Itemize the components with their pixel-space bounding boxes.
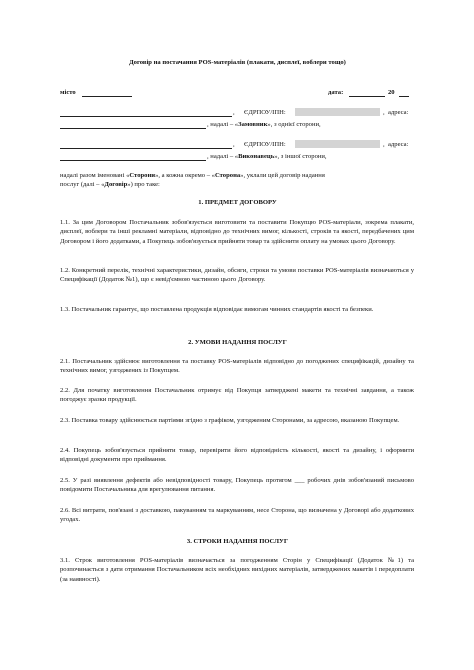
section-1-heading: 1. ПРЕДМЕТ ДОГОВОРУ: [198, 199, 277, 206]
party2-address-blank[interactable]: [60, 160, 206, 161]
date-blank[interactable]: [349, 96, 385, 97]
party1-comma: ,: [233, 109, 235, 116]
place-label: місто: [60, 89, 76, 96]
paragraph-2-4: 2.4. Покупець зобов'язується прийняти товар, перевірити його відповідність кількості, якості та дизайну, і оформити відповідні документи про приймання.: [60, 447, 414, 464]
paragraph-1-3: 1.3. Постачальник гарантує, що поставлена продукція відповідає вимогам чинних стандартів якості та безпеки.: [60, 306, 374, 313]
section-3-heading: 3. СТРОКИ НАДАННЯ ПОСЛУГ: [186, 538, 289, 545]
party1-address-blank[interactable]: [60, 128, 206, 129]
party2-address-label: адреса:: [388, 141, 409, 148]
party2-code-field[interactable]: [295, 140, 380, 148]
party2-comma2: ,: [383, 141, 385, 148]
paragraph-2-2: 2.2. Для початку виготовлення Постачальник отримує від Покупця затверджені макети та технічні завдання, а також погоджує зразки продукції.: [60, 387, 414, 404]
party1-code-field[interactable]: [295, 108, 380, 116]
paragraph-2-6: 2.6. Всі витрати, пов'язані з доставкою, пакуванням та маркуванням, несе Сторона, що визначена у Договорі або додаткових угодах.: [60, 507, 414, 524]
paragraph-2-3: 2.3. Поставка товару здійснюється партіями згідно з графіком, узгодженим Сторонами, за адресою, вказаною Покупцем.: [60, 417, 400, 424]
paragraph-3-1: 3.1. Строк виготовлення POS-матеріалів визначається за погодженням Сторін у Специфікації (Додаток №1) та розпочинається з дати отримання Постачальником всіх необхідних вихідних матеріалів, затверджених макетів і передоплати (за наявності).: [60, 557, 414, 583]
document-title: Договір на постачання POS-матеріалів (плакати, дисплеї, воблери тощо): [129, 59, 346, 66]
party1-address-label: адреса:: [388, 109, 409, 116]
party2-name-blank[interactable]: [60, 148, 232, 149]
paragraph-2-1: 2.1. Постачальник здійснює виготовлення та поставку POS-матеріалів відповідно до погоджених специфікацій, дизайну та технічних вимог, узгоджених із Покупцем.: [60, 358, 414, 375]
party2-comma: ,: [233, 141, 235, 148]
party1-code-label: ЄДРПОУ/ІПН:: [244, 109, 286, 116]
date-year: 20: [388, 89, 395, 96]
year-blank[interactable]: [399, 96, 409, 97]
paragraph-1-2: 1.2. Конкретний перелік, технічні характеристики, дизайн, обсяги, строки та умови поставки POS-матеріалів визначаються у Специфікації (Додаток №1), що є невід'ємною частиною цього Договору.: [60, 267, 414, 284]
section-2-heading: 2. УМОВИ НАДАННЯ ПОСЛУГ: [188, 339, 287, 346]
intro-paragraph: надалі разом іменовані «Сторони», а кожна окремо – «Сторона», уклали цей договір надання послуг (далі – «Договір») про таке:: [60, 172, 325, 189]
party1-role-line: , надалі – «Замовник», з однієї сторони,: [207, 121, 321, 128]
paragraph-1-1: 1.1. За цим Договором Постачальник зобов'язується виготовити та поставити Покупцю POS-матеріали, зокрема плакати, дисплеї, воблери та інші рекламні матеріали, відповідно до технічних вимог, кількості, строків та якості, передбачених цим Договором і його додатками, а Покупець зобов'язується прийняти товар та здійснити оплату на умовах цього Договору.: [60, 219, 414, 245]
date-label: дата:: [328, 89, 344, 96]
paragraph-2-5: 2.5. У разі виявлення дефектів або невідповідності товару, Покупець протягом ___ робочих днів зобов'язаний письмово повідомити Постачальника для врегулювання питання.: [60, 477, 414, 494]
party2-code-label: ЄДРПОУ/ІПН:: [244, 141, 286, 148]
party1-name-blank[interactable]: [60, 116, 232, 117]
party2-role-line: , надалі – «Виконавець», з іншої сторони,: [207, 153, 327, 160]
place-blank[interactable]: [82, 96, 132, 97]
party1-comma2: ,: [383, 109, 385, 116]
